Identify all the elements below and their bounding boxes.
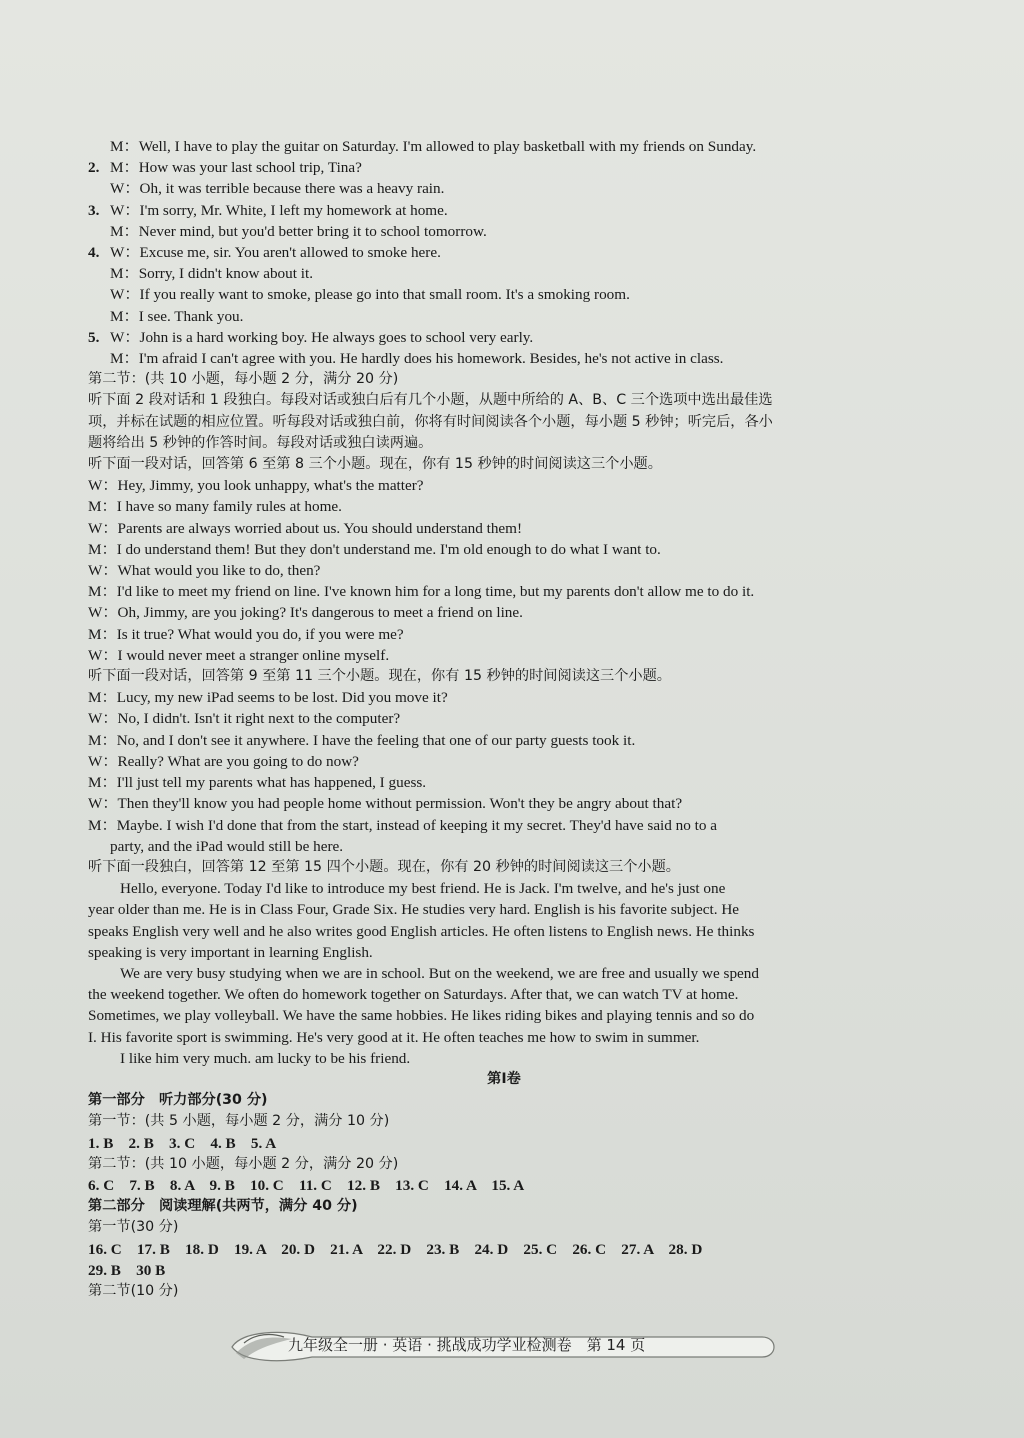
- speaker-colon: ：: [101, 774, 117, 792]
- speaker-colon: ：: [123, 307, 139, 325]
- speech-text: What would you like to do, then?: [117, 562, 321, 580]
- speaker-colon: ：: [124, 328, 140, 346]
- transcript-line: [88, 624, 920, 645]
- speech-text: I see. Thank you.: [138, 307, 244, 325]
- dialog2-continuation: party, and the iPad would still be here.: [110, 837, 344, 855]
- speaker-label: M: [88, 540, 102, 558]
- transcript-line: [88, 581, 920, 602]
- paragraph-line: the weekend together. We often do homework together on Saturdays. After that, we can watch TV at home.: [88, 986, 739, 1004]
- answer-part1-sec1: 第一节：(共 5 小题，每小题 2 分，满分 10 分): [88, 1113, 390, 1130]
- answer-part1-sec2: 第二节：(共 10 小题，每小题 2 分，满分 20 分): [88, 1155, 399, 1172]
- transcript-line: [88, 475, 920, 496]
- question-number: 5.: [88, 328, 100, 346]
- transcript-line: [88, 178, 920, 199]
- transcript-line: [88, 687, 920, 708]
- transcript-line: [88, 306, 920, 327]
- transcript-line: [88, 327, 920, 348]
- transcript-line: [88, 200, 920, 221]
- speaker-label: M: [110, 265, 124, 283]
- transcript-line: [88, 284, 920, 305]
- speaker-colon: ：: [124, 201, 140, 219]
- speech-text: I would never meet a stranger online myself.: [117, 646, 390, 664]
- speech-text: Lucy, my new iPad seems to be lost. Did you move it?: [116, 689, 448, 707]
- transcript-line: [88, 645, 920, 666]
- speaker-label: M: [88, 774, 102, 792]
- speech-text: I'd like to meet my friend on line. I've known him for a long time, but my parents don't allow me to do it.: [116, 583, 755, 601]
- speech-text: I do understand them! But they don't understand me. I'm old enough to do what I want to.: [116, 540, 661, 558]
- speaker-colon: ：: [123, 138, 139, 155]
- paragraph-line: We are very busy studying when we are in school. But on the weekend, we are free and usually we spend: [120, 964, 759, 982]
- page-footer: [222, 1325, 782, 1365]
- speaker-colon: ：: [102, 477, 118, 495]
- speech-text: Really? What are you going to do now?: [117, 752, 359, 770]
- speech-text: Excuse me, sir. You aren't allowed to smoke here.: [139, 244, 441, 262]
- speaker-label: W: [88, 795, 103, 813]
- transcript-line: [88, 221, 920, 242]
- speaker-label: M: [88, 816, 102, 834]
- paragraph-line: Hello, everyone. Today I'd like to introduce my best friend. He is Jack. I'm twelve, and he's just one: [120, 880, 726, 898]
- speech-text: Then they'll know you had people home without permission. Won't they be angry about that?: [117, 795, 683, 813]
- transcript-line: [88, 539, 920, 560]
- speaker-colon: ：: [124, 180, 140, 198]
- speech-text: No, and I don't see it anywhere. I have the feeling that one of our party guests took it.: [116, 731, 636, 749]
- speaker-colon: ：: [124, 244, 140, 262]
- speaker-label: W: [110, 244, 125, 262]
- transcript-line: [88, 263, 920, 284]
- speech-text: Maybe. I wish I'd done that from the start, instead of keeping it my secret. They'd have said no to a: [116, 816, 718, 834]
- monologue-paragraph-2: [88, 963, 920, 1048]
- footer-text: 九年级全一册 · 英语 · 挑战成功学业检测卷 第 14 页: [288, 1336, 646, 1354]
- speech-text: How was your last school trip, Tina?: [138, 159, 362, 177]
- main-content: [88, 136, 920, 1302]
- speaker-colon: ：: [102, 519, 118, 537]
- paragraph-line: speaking is very important in learning English.: [88, 943, 373, 961]
- speech-text: Well, I have to play the guitar on Saturday. I'm allowed to play basketball with my friends on Sunday.: [138, 138, 757, 155]
- speaker-colon: ：: [101, 540, 117, 558]
- speaker-label: M: [88, 625, 102, 643]
- listening-part1-transcript: [88, 136, 920, 369]
- answer-part2-sec1-answers-line2: 29. B 30 B: [88, 1261, 166, 1279]
- answer-part2-sec1-answers-line1: 16. C 17. B 18. D 19. A 20. D 21. A 22. D 23. B 24. D 25. C 26. C 27. A 28. D: [88, 1240, 703, 1258]
- answer-part1-title: 第一部分 听力部分(30 分): [88, 1092, 268, 1109]
- speaker-label: M: [88, 498, 102, 516]
- speaker-colon: ：: [102, 710, 118, 728]
- speech-text: Parents are always worried about us. You should understand them!: [117, 519, 523, 537]
- answer-part2-sec1: 第一节(30 分): [88, 1219, 179, 1236]
- speaker-colon: ：: [101, 583, 117, 601]
- speaker-colon: ：: [124, 286, 140, 304]
- speech-text: No, I didn't. Isn't it right next to the computer?: [117, 710, 401, 728]
- transcript-line: [88, 730, 920, 751]
- monologue-intro: 听下面一段独白，回答第 12 至第 15 四个小题。现在，你有 20 秒钟的时间阅读这三个小题。: [88, 858, 680, 875]
- speaker-colon: ：: [123, 222, 139, 240]
- transcript-line: [88, 772, 920, 793]
- answer-part2-sec2: 第二节(10 分): [88, 1282, 179, 1299]
- speaker-colon: ：: [101, 689, 117, 707]
- transcript-line: [88, 518, 920, 539]
- transcript-line: [88, 560, 920, 581]
- question-number: 3.: [88, 201, 100, 219]
- speaker-label: W: [88, 710, 103, 728]
- speaker-colon: ：: [101, 731, 117, 749]
- transcript-line: [88, 242, 920, 263]
- section2-instructions-line2: 项，并标在试题的相应位置。听每段对话或独白前，你将有时间阅读各个小题，每小题 5 秒钟；听完后，各小: [88, 413, 773, 430]
- speaker-colon: ：: [102, 795, 118, 813]
- speech-text: Hey, Jimmy, you look unhappy, what's the matter?: [117, 477, 424, 495]
- speaker-label: W: [88, 562, 103, 580]
- paragraph-line: I. His favorite sport is swimming. He's very good at it. He often teaches me how to swim in summer.: [88, 1028, 700, 1046]
- speaker-colon: ：: [101, 625, 117, 643]
- transcript-line: [88, 751, 920, 772]
- answer-part2-title: 第二部分 阅读理解(共两节，满分 40 分): [88, 1198, 358, 1215]
- speaker-label: W: [88, 646, 103, 664]
- speaker-label: M: [110, 222, 124, 240]
- speaker-label: W: [88, 477, 103, 495]
- transcript-line: [88, 136, 920, 157]
- section2-instructions-line1: 听下面 2 段对话和 1 段独白。每段对话或独白后有几个小题，从题中所给的 A、B、C 三个选项中选出最佳选: [88, 392, 773, 409]
- speaker-label: W: [110, 180, 125, 198]
- transcript-line: [88, 496, 920, 517]
- answer-part1-sec2-answers: 6. C 7. B 8. A 9. B 10. C 11. C 12. B 13. C 14. A 15. A: [88, 1176, 525, 1194]
- answer-key-volume-title: 第Ⅰ卷: [487, 1070, 521, 1087]
- speaker-label: W: [110, 286, 125, 304]
- speaker-label: M: [110, 307, 124, 325]
- speaker-colon: ：: [102, 752, 118, 770]
- speech-text: Oh, it was terrible because there was a heavy rain.: [139, 180, 445, 198]
- section2-instructions-line3: 题将给出 5 秒钟的作答时间。每段对话或独白读两遍。: [88, 434, 433, 451]
- monologue-paragraph-3: I like him very much. am lucky to be his friend.: [120, 1049, 411, 1067]
- speech-text: Sorry, I didn't know about it.: [138, 265, 313, 283]
- speaker-colon: ：: [101, 498, 117, 516]
- speaker-colon: ：: [102, 646, 118, 664]
- speaker-label: W: [110, 328, 125, 346]
- dialog1-intro: 听下面一段对话，回答第 6 至第 8 三个小题。现在，你有 15 秒钟的时间阅读这三个小题。: [88, 456, 662, 473]
- transcript-line: [88, 157, 920, 178]
- speaker-label: M: [88, 583, 102, 601]
- speaker-colon: ：: [102, 562, 118, 580]
- monologue-paragraph-1: [88, 878, 920, 963]
- speech-text: If you really want to smoke, please go into that small room. It's a smoking room.: [139, 286, 630, 304]
- speaker-label: W: [88, 752, 103, 770]
- speaker-colon: ：: [123, 265, 139, 283]
- transcript-line: [88, 815, 920, 836]
- speaker-label: W: [110, 201, 125, 219]
- dialog2-transcript: [88, 687, 920, 835]
- speaker-label: W: [88, 519, 103, 537]
- answer-part1-sec1-answers: 1. B 2. B 3. C 4. B 5. A: [88, 1134, 277, 1152]
- question-number: 2.: [88, 159, 100, 177]
- speech-text: Never mind, but you'd better bring it to school tomorrow.: [138, 222, 487, 240]
- dialog1-transcript: [88, 475, 920, 666]
- transcript-line: [88, 708, 920, 729]
- paragraph-line: Sometimes, we play volleyball. We have the same hobbies. He likes riding bikes and playing tennis and so do: [88, 1007, 755, 1025]
- paragraph-line: speaks English very well and he also writes good English articles. He often listens to English news. He thinks: [88, 922, 755, 940]
- speaker-label: W: [88, 604, 103, 622]
- speaker-label: M: [110, 350, 124, 368]
- transcript-line: [88, 602, 920, 623]
- transcript-line: [88, 793, 920, 814]
- section2-heading: 第二节：(共 10 小题，每小题 2 分，满分 20 分): [88, 371, 399, 388]
- dialog2-intro: 听下面一段对话，回答第 9 至第 11 三个小题。现在，你有 15 秒钟的时间阅读这三个小题。: [88, 668, 671, 685]
- question-number: 4.: [88, 244, 100, 262]
- speech-text: Is it true? What would you do, if you were me?: [116, 625, 404, 643]
- speaker-label: M: [88, 731, 102, 749]
- speech-text: I have so many family rules at home.: [116, 498, 342, 516]
- speaker-colon: ：: [123, 159, 139, 177]
- speech-text: Oh, Jimmy, are you joking? It's dangerous to meet a friend on line.: [117, 604, 523, 622]
- speech-text: I'm afraid I can't agree with you. He hardly does his homework. Besides, he's not active in class.: [138, 350, 724, 368]
- speaker-label: M: [88, 689, 102, 707]
- speaker-label: M: [110, 159, 124, 177]
- speaker-colon: ：: [123, 350, 139, 368]
- speech-text: John is a hard working boy. He always goes to school very early.: [139, 328, 534, 346]
- speech-text: I'm sorry, Mr. White, I left my homework at home.: [139, 201, 448, 219]
- transcript-line: [88, 348, 920, 369]
- speaker-colon: ：: [102, 604, 118, 622]
- speaker-label: M: [110, 138, 124, 155]
- speaker-colon: ：: [101, 816, 117, 834]
- speech-text: I'll just tell my parents what has happened, I guess.: [116, 774, 427, 792]
- paragraph-line: year older than me. He is in Class Four, Grade Six. He studies very hard. English is his favorite subject. He: [88, 901, 740, 919]
